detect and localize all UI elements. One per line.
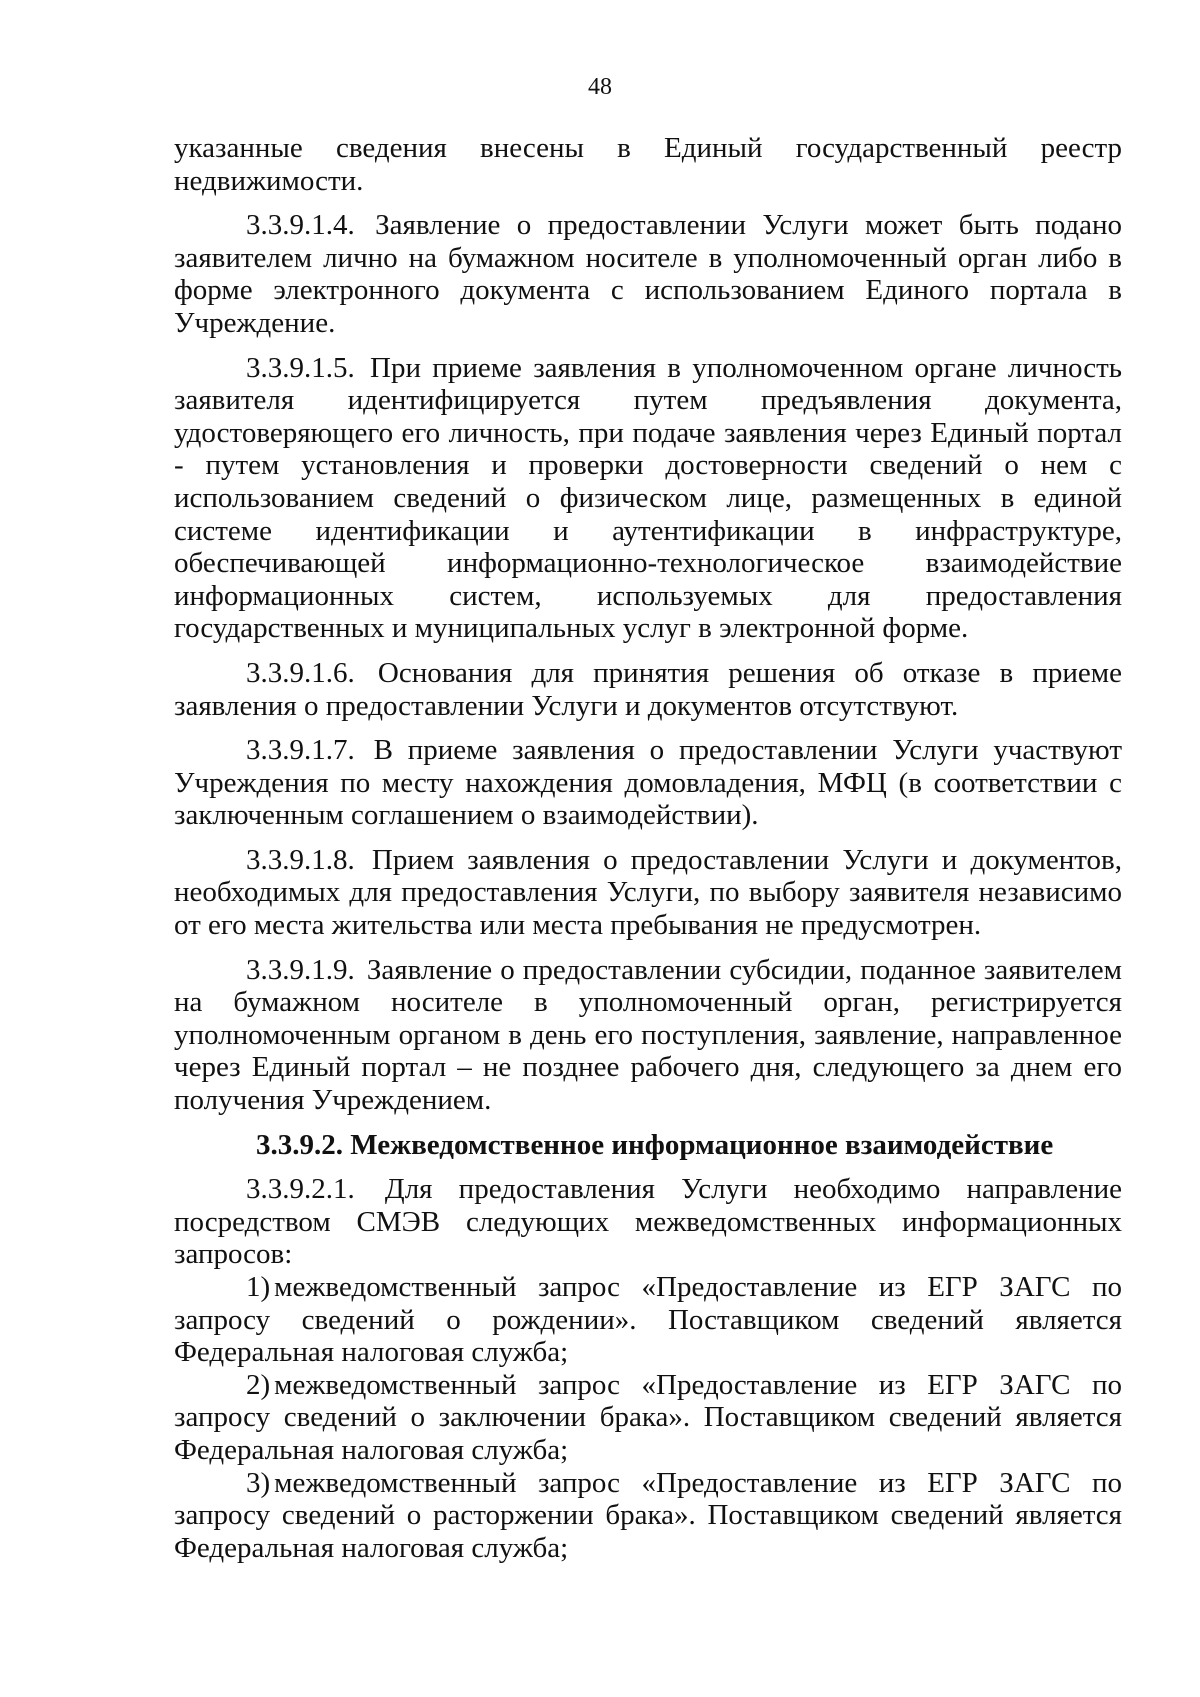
list-item-text: межведомственный запрос «Предоставление из ЕГР ЗАГС по запросу сведений о заключении брака». Поставщиком сведений является Федеральная налоговая служба;: [174, 1368, 1122, 1466]
paragraph-3-3-9-1-6: [174, 657, 1122, 722]
list-number: 3): [246, 1466, 271, 1499]
list-item-text: межведомственный запрос «Предоставление из ЕГР ЗАГС по запросу сведений о рождении». Поставщиком сведений является Федеральная налоговая служба;: [174, 1271, 1122, 1369]
list-number: 1): [246, 1271, 271, 1303]
clause-number: 3.3.9.1.4.: [246, 209, 355, 242]
section-heading: 3.3.9.2. Межведомственное информационное взаимодействие: [256, 1128, 1054, 1161]
clause-number: 3.3.9.1.6.: [246, 656, 355, 689]
clause-number: 3.3.9.1.5.: [246, 351, 355, 384]
paragraph-3-3-9-1-4: [174, 209, 1122, 339]
paragraph-text: Заявление о предоставлении Услуги может быть подано заявителем лично на бумажном носителе в уполномоченный орган либо в форме электронного документа с использованием Единого портала в Учреждение.: [174, 209, 1123, 339]
paragraph-3-3-9-1-9: [174, 954, 1122, 1117]
list-item: [174, 1271, 1122, 1369]
paragraph-text: Заявление о предоставлении субсидии, поданное заявителем на бумажном носителе в уполномоченный орган, регистрируется уполномоченным органом в день его поступления, заявление, направленное через Единый портал – не позднее рабочего дня, следующего за днем его получения Учреждением.: [174, 953, 1123, 1117]
clause-number: 3.3.9.2.1.: [246, 1173, 355, 1206]
paragraph-text: Для предоставления Услуги необходимо направление посредством СМЭВ следующих межведомственных информационных запросов:: [174, 1173, 1122, 1271]
paragraph-3-3-9-1-7: [174, 734, 1122, 832]
clause-number: 3.3.9.1.8.: [246, 843, 355, 876]
clause-number: 3.3.9.1.9.: [246, 953, 355, 986]
paragraph-text: Основания для принятия решения об отказе в приеме заявления о предоставлении Услуги и документов отсутствуют.: [174, 656, 1123, 722]
paragraph-continuation: указанные сведения внесены в Единый государственный реестр недвижимости.: [174, 132, 1122, 197]
paragraph-text: При приеме заявления в уполномоченном органе личность заявителя идентифицируется путем предъявления документа, удостоверяющего его личность, при подаче заявления через Единый портал - путем установления и проверки достоверности сведений о нем с использованием сведений о физическом лице, размещенных в единой системе идентификации и аутентификации в инфраструктуре, обеспечивающей информационно-технологическое взаимодействие информационных систем, используемых для предоставления государственных и муниципальных услуг в электронной форме.: [174, 351, 1122, 645]
request-list: [174, 1271, 1122, 1564]
paragraph-3-3-9-2-1: [174, 1173, 1122, 1271]
paragraph-3-3-9-1-5: [174, 352, 1122, 645]
paragraph-text: Прием заявления о предоставлении Услуги и документов, необходимых для предоставления Услуги, по выбору заявителя независимо от его места жительства или места пребывания не предусмотрен.: [174, 843, 1122, 942]
page-number: 48: [588, 74, 612, 100]
list-item-text: межведомственный запрос «Предоставление из ЕГР ЗАГС по запросу сведений о расторжении брака». Поставщиком сведений является Федеральная налоговая служба;: [174, 1466, 1122, 1564]
paragraph-3-3-9-1-8: [174, 844, 1122, 942]
list-item: [174, 1369, 1122, 1467]
paragraph-text: В приеме заявления о предоставлении Услуги участвуют Учреждения по месту нахождения домовладения, МФЦ (в соответствии с заключенным соглашением о взаимодействии).: [174, 734, 1123, 832]
list-item: [174, 1467, 1122, 1565]
clause-number: 3.3.9.1.7.: [246, 734, 355, 767]
list-number: 2): [246, 1368, 271, 1401]
document-body: [174, 132, 1122, 1564]
